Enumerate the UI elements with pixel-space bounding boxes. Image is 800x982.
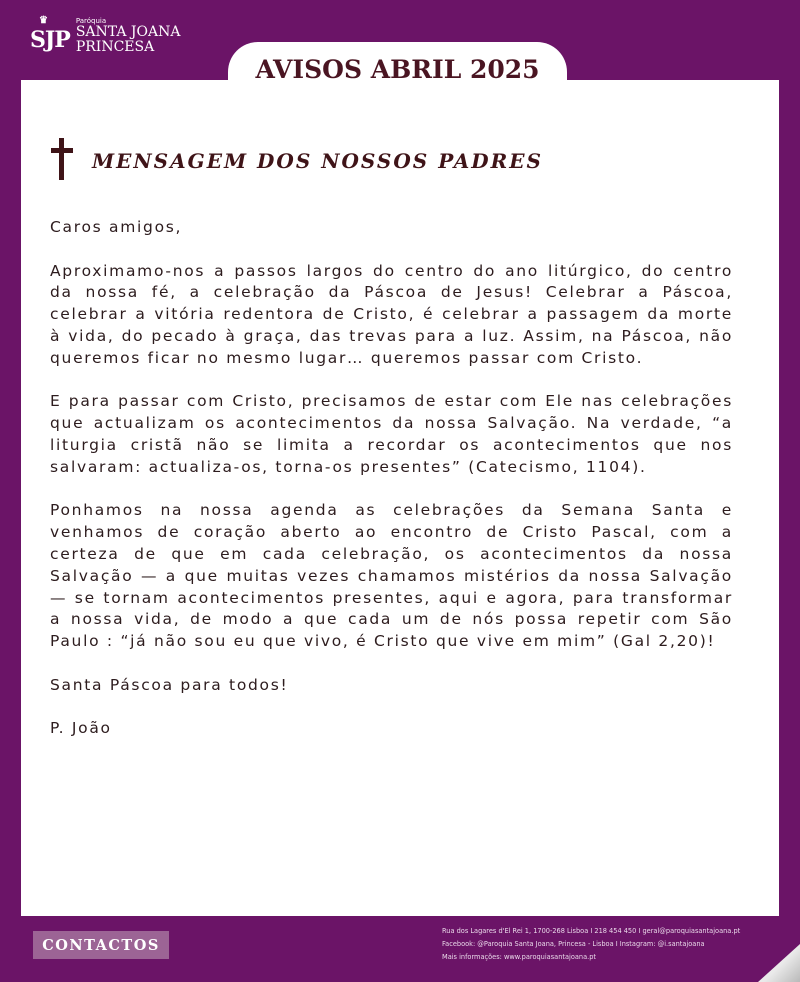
crown-icon: ♛ [39,14,47,26]
contacts-button[interactable]: CONTACTOS [33,931,169,959]
footer-address: Rua dos Lagares d'El Rei 1, 1700-268 Lisboa I 218 454 450 I geral@paroquiasantajoana.pt [442,927,741,935]
logo-name-line1: SANTA JOANA [75,24,181,40]
paragraph-2: E para passar com Cristo, precisamos de estar com Ele nas celebrações que actualizam os acontecimentos da nossa Salvação. Na verdade, “a liturgia cristã não se limita a recordar os acontecimentos que nos salvaram: actualiza-os, torna-os presentes” (Catecismo, 1104). [50,392,733,476]
message-card [21,80,779,916]
header-tab [228,42,567,100]
footer-social: Facebook: @Paroquia Santa Joana, Princesa - Lisboa I Instagram: @i.santajoana [442,940,705,948]
logo-mark [30,14,70,53]
message-body [50,217,733,762]
cross-icon [51,138,73,180]
signature: P. João [50,719,112,738]
footer-more-info: Mais informações: www.paroquiasantajoana.pt [442,953,596,961]
logo-small-label: Paróquia [75,17,107,25]
logo-text [76,18,181,55]
logo-name-line2: PRINCESA [75,39,155,55]
closing: Santa Páscoa para todos! [50,675,289,694]
paragraph-1: Aproximamo-nos a passos largos do centro do ano litúrgico, do centro da nossa fé, a celebração da Páscoa de Jesus! Celebrar a Páscoa, celebrar a vitória redentora de Cristo, é celebrar a passagem da morte à vida, do pecado à graça, das trevas para a luz. Assim, na Páscoa, não queremos ficar no mesmo lugar… queremos passar com Cristo. [50,261,733,367]
heading-title: MENSAGEM DOS NOSSOS PADRES [92,149,543,173]
section-heading [51,138,543,180]
paragraph-3: Ponhamos na nossa agenda as celebrações da Semana Santa e venhamos de coração aberto ao encontro de Cristo Pascal, com a certeza de que em cada celebração, os acontecimentos da nossa Salvação — a que muitas vezes chamamos mistérios da nossa Salvação — se tornam acontecimentos presentes, aqui e agora, para transformar a nossa vida, de modo a que cada um de nós possa repetir com São Paulo : “já não sou eu que vivo, é Cristo que vive em mim” (Gal 2,20)! [50,501,733,651]
footer-info [442,925,772,964]
parish-logo [30,14,181,55]
page-title: AVISOS ABRIL 2025 [255,54,540,84]
greeting: Caros amigos, [50,218,183,236]
logo-monogram: SJP [30,26,70,53]
